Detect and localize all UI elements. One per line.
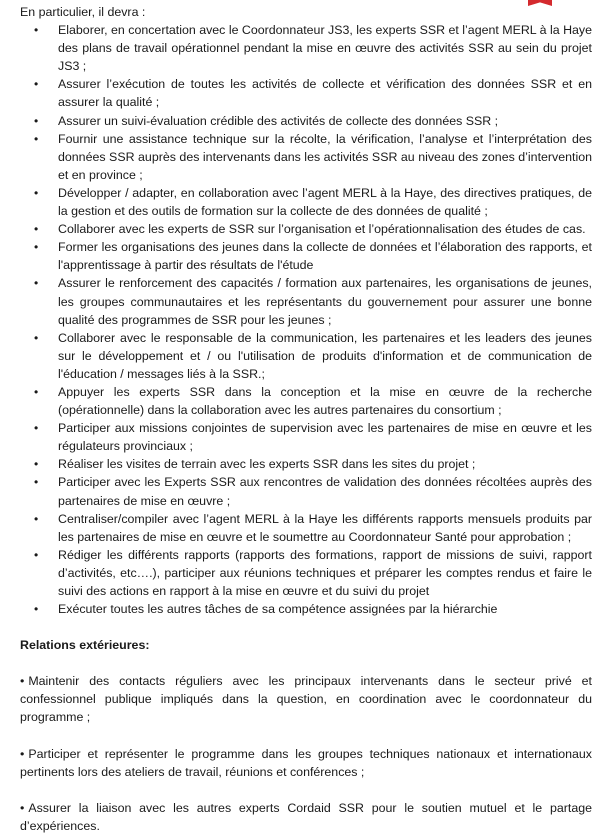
bullet-icon: • <box>34 276 39 291</box>
task-item: • Elaborer, en concertation avec le Coordonnateur JS3, les experts SSR et l’agent MERL à la Haye des plans de travail opérationnel pendant la mise en œuvre des activités SSR au sein du projet JS3 ; <box>34 23 593 74</box>
task-item: • Collaborer avec les experts de SSR sur l’organisation et l’opérationnalisation des études de cas. <box>20 220 592 238</box>
task-item: • Assurer l’exécution de toutes les activités de collecte et vérification des données SSR et en assurer la qualité ; <box>34 77 592 110</box>
relations-item: • Assurer la liaison avec les autres experts Cordaid SSR pour le soutien mutuel et le partage d’expériences. <box>20 800 592 833</box>
bullet-icon: • <box>34 602 39 617</box>
section-title-relations: Relations extérieures: <box>20 638 150 653</box>
bullet-icon: • <box>20 800 25 815</box>
document-body <box>20 3 592 835</box>
task-item: • Exécuter toutes les autres tâches de sa compétence assignées par la hiérarchie <box>20 600 592 618</box>
bullet-icon: • <box>34 131 39 146</box>
task-item: • Appuyer les experts SSR dans la conception et la mise en œuvre de la recherche (opérationnelle) dans la collaboration avec les autres partenaires du consortium ; <box>34 384 592 418</box>
bullet-icon: • <box>34 330 39 345</box>
bullet-icon: • <box>34 511 39 526</box>
task-item: • Rédiger les différents rapports (rapports des formations, rapport de missions de suivi, rapport d’activités, etc….), participer aux réunions techniques et préparer les comptes rendus et faire le suivi des actions en rapport à la mise en œuvre et du suivi du projet <box>34 547 592 598</box>
task-item: • Participer aux missions conjointes de supervision avec les partenaires de mise en œuvre et les régulateurs provinciaux ; <box>34 421 592 454</box>
bullet-icon: • <box>34 547 39 562</box>
task-item: • Réaliser les visites de terrain avec les experts SSR dans les sites du projet ; <box>20 455 592 473</box>
relations-item: • Participer et représenter le programme dans les groupes techniques nationaux et internationaux pertinents lors des ateliers de travail, réunions et conférences ; <box>20 746 592 779</box>
bullet-icon: • <box>20 746 25 761</box>
task-item: • Fournir une assistance technique sur la récolte, la vérification, l’analyse et l’interprétation des données SSR auprès des intervenants dans les activités SSR au niveau des zones d’intervention et en province ; <box>34 131 592 182</box>
relations-item: • Maintenir des contacts réguliers avec les principaux intervenants dans le secteur privé et confessionnel publique impliqués dans la question, en coordination avec le coordonnateur du programme ; <box>20 674 592 725</box>
task-item: • Participer avec les Experts SSR aux rencontres de validation des données récoltées auprès des partenaires de mise en œuvre ; <box>34 475 592 508</box>
bullet-icon: • <box>34 384 39 399</box>
bullet-icon: • <box>34 113 39 128</box>
bullet-icon: • <box>34 77 39 92</box>
task-list <box>20 21 592 618</box>
task-item: • Assurer le renforcement des capacités / formation aux partenaires, les organisations de jeunes, les groupes communautaires et les représentants du gouvernement pour assurer une bonne qualité des programmes de SSR pour les jeunes ; <box>34 276 592 327</box>
bullet-icon: • <box>34 185 39 200</box>
intro-text: En particulier, il devra : <box>20 5 146 19</box>
bullet-icon: • <box>20 674 25 689</box>
bullet-icon: • <box>34 475 39 490</box>
bullet-icon: • <box>34 457 39 472</box>
task-item: • Centraliser/compiler avec l’agent MERL à la Haye les différents rapports mensuels produits par les partenaires de mise en œuvre et le soumettre au Coordonnateur Santé pour approbation ; <box>34 511 592 544</box>
bullet-icon: • <box>34 240 39 255</box>
task-item: • Former les organisations des jeunes dans la collecte de données et l’élaboration des rapports, et l'apprentissage à partir des résultats de l'étude <box>34 240 592 273</box>
task-item: • Développer / adapter, en collaboration avec l’agent MERL à la Haye, des directives pratiques, de la gestion et des outils de formation sur la collecte de des données de qualité ; <box>34 185 592 219</box>
bullet-icon: • <box>34 222 39 237</box>
task-item: • Assurer un suivi-évaluation crédible des activités de collecte des données SSR ; <box>20 112 592 130</box>
bullet-icon: • <box>34 421 39 436</box>
bullet-icon: • <box>34 23 39 38</box>
task-item: • Collaborer avec le responsable de la communication, les partenaires et les leaders des jeunes sur le développement et / ou l'utilisation de produits d'information et de communication de l'éducation / messages liés à la SSR.; <box>34 330 592 381</box>
